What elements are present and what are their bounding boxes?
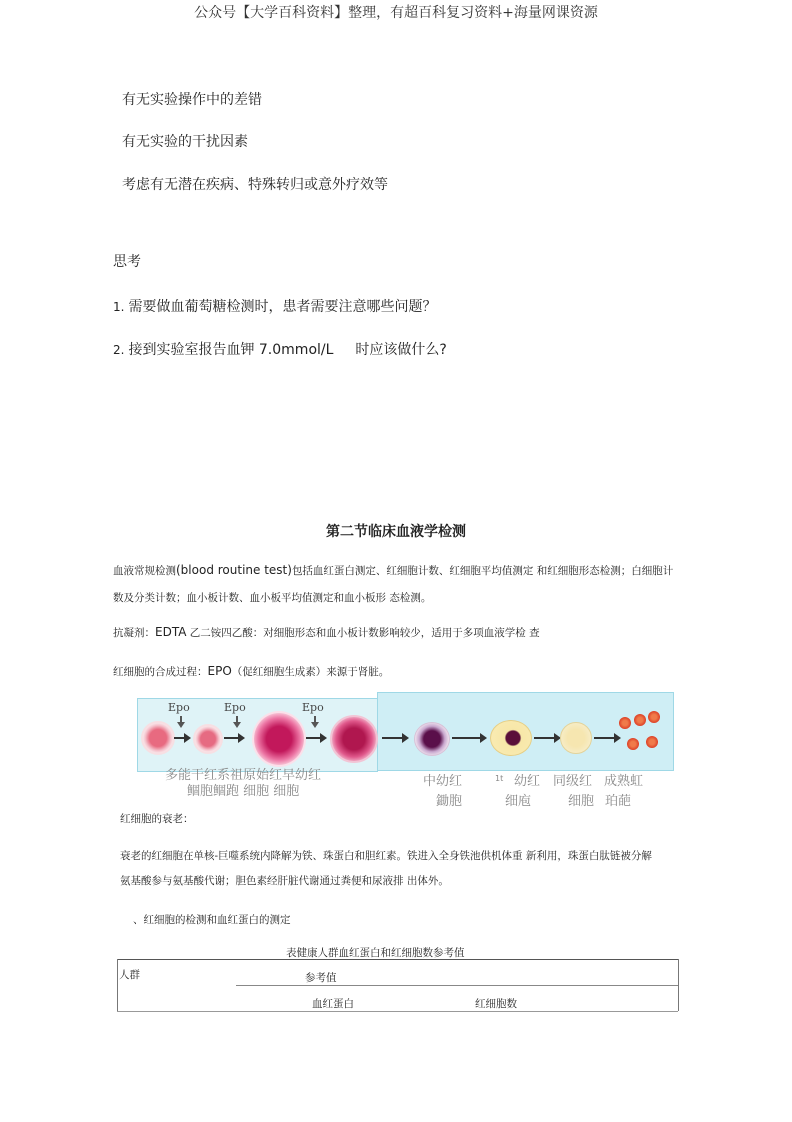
mature-rbc-1 <box>619 717 631 729</box>
para1-a: 血液常规检测 <box>113 565 176 577</box>
para3-a: 红细胞的合成过程： <box>113 666 208 678</box>
caption-mark: 1t <box>495 774 504 783</box>
mature-rbc-4 <box>627 738 639 750</box>
para2-c: 乙二铵四乙酸：对细胞形态和血小板计数影响较少，适用于多项血液学检 查 <box>186 627 540 639</box>
caption-mature: 成熟虹 <box>604 774 644 789</box>
mature-rbc-5 <box>646 736 658 748</box>
table-header-rbc-count: 红细胞数 <box>475 998 517 1010</box>
para2-b: EDTA <box>155 625 187 639</box>
paragraph-blood-routine-line-1 <box>113 563 673 578</box>
table-left-border <box>117 959 118 1011</box>
epo-label-1: Epo <box>168 701 190 714</box>
epo-label-2: Epo <box>224 701 246 714</box>
arrow-3 <box>306 737 322 739</box>
epo-arrow-3 <box>314 716 316 724</box>
para3-b: EPO <box>207 664 232 678</box>
caption-polychromatic: 中幼红 <box>423 774 463 789</box>
subheading-rbc-detection: 、红细胞的检测和血红蛋白的测定 <box>133 914 291 926</box>
question-1-number: 1. <box>113 300 125 314</box>
question-2-number: 2. <box>113 343 125 357</box>
table-header-reference: 参考值 <box>305 972 337 984</box>
para1-c: 包括血红蛋白测定、红细胞计数、红细胞平均值测定 和红细胞形态检测；白细胞计 <box>291 565 674 577</box>
page-header: 公众号【大学百科资料】整理，有超百科复习资料+海量网课资源 <box>194 5 598 21</box>
arrow-2 <box>224 737 240 739</box>
arrow-6 <box>534 737 556 739</box>
question-2-text-a: 接到实验室报告血钾 7.0mmol/L <box>128 342 334 358</box>
table-bottom-rule <box>117 1011 678 1012</box>
table-caption: 表健康人群血红蛋白和红细胞数参考值 <box>286 947 465 959</box>
aging-title: 红细胞的衰老： <box>120 813 194 825</box>
question-1 <box>113 296 436 316</box>
caption-mature-2: 珀葩 <box>605 794 632 809</box>
caption-left-line-1: 多能干红系祖原始红早幼红 <box>165 768 322 783</box>
table-right-border <box>678 959 679 1011</box>
paragraph-blood-routine-line-2: 数及分类计数；血小板计数、血小板平均值测定和血小板形 态检测。 <box>113 592 432 604</box>
table-header-group: 人群 <box>119 969 140 981</box>
caption-reticulocyte-2: 细胞 <box>568 794 595 809</box>
question-2-text-b: 时应该做什么? <box>355 342 447 358</box>
arrow-1 <box>174 737 186 739</box>
paragraph-aging-line-1: 衰老的红细胞在单核-巨噬系统内降解为铁、珠蛋白和胆红素。铁进入全身铁池供机体重 新利用，珠蛋白肽链被分解 <box>120 850 652 862</box>
check-item-2: 有无实验的干扰因素 <box>122 134 248 150</box>
section-title: 第二节临床血液学检测 <box>326 524 466 540</box>
epo-label-3: Epo <box>302 701 324 714</box>
think-title: 思考 <box>113 254 141 270</box>
caption-reticulocyte: 同级红 <box>553 774 593 789</box>
mature-rbc-3 <box>648 711 660 723</box>
para3-c: （促红细胞生成素）来源于肾脏。 <box>231 666 390 678</box>
cell-pluripotent-stem <box>141 721 175 755</box>
table-mid-rule <box>236 985 678 986</box>
cell-reticulocyte <box>560 722 592 754</box>
caption-orthochromatic: 幼红 <box>514 774 541 789</box>
table-top-rule <box>117 959 678 960</box>
cell-orthochromatic-erythroblast <box>490 720 532 756</box>
cell-proerythroblast <box>252 711 306 767</box>
cell-basophilic-erythroblast <box>330 715 378 763</box>
arrow-7 <box>594 737 616 739</box>
question-2 <box>113 339 447 359</box>
caption-orthochromatic-2: 细庖 <box>505 794 532 809</box>
paragraph-epo <box>113 664 389 679</box>
table-header-hemoglobin: 血红蛋白 <box>312 998 354 1010</box>
epo-arrow-2 <box>236 716 238 724</box>
arrow-5 <box>452 737 482 739</box>
para1-b: (blood routine test) <box>176 563 292 577</box>
caption-left-line-2: 鲴胞鲴跑 细胞 细胞 <box>187 784 300 799</box>
check-item-1: 有无实验操作中的差错 <box>122 92 262 108</box>
para2-a: 抗凝剂： <box>113 627 155 639</box>
cell-polychromatic-erythroblast <box>414 722 450 756</box>
question-1-text: 需要做血葡萄糖检测时，患者需要注意哪些问题？ <box>128 299 437 315</box>
check-item-3: 考虑有无潜在疾病、特殊转归或意外疗效等 <box>122 177 388 193</box>
caption-polychromatic-2: 鋤胞 <box>436 794 463 809</box>
paragraph-anticoagulant <box>113 625 540 640</box>
cell-progenitor <box>193 724 223 754</box>
paragraph-aging-line-2: 氨基酸参与氨基酸代谢；胆色素经肝脏代谢通过粪便和尿液排 出体外。 <box>120 875 449 887</box>
epo-arrow-1 <box>180 716 182 724</box>
arrow-4 <box>382 737 404 739</box>
mature-rbc-2 <box>634 714 646 726</box>
